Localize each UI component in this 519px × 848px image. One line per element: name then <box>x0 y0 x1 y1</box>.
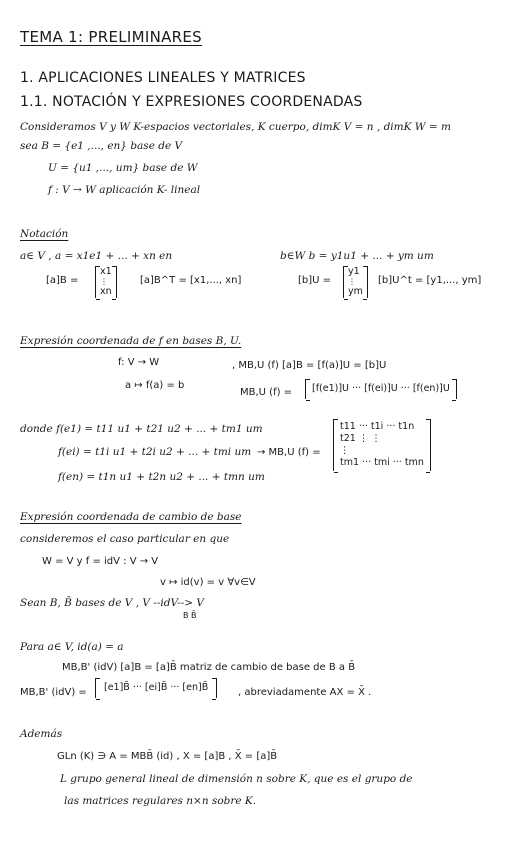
intro-line-1: Consideramos V y W K-espacios vectoriales, K cuerpo, dimK V = n , dimK W = m <box>20 121 452 133</box>
matrix-row: t11 ··· t1i ··· t1n <box>340 421 415 432</box>
change-line-3: v ↦ id(v) = v ∀v∈V <box>160 577 256 588</box>
notation-right-transpose: [b]U^t = [y1,..., ym] <box>378 275 482 286</box>
subsection-heading: 1.1. NOTACIÓN Y EXPRESIONES COORDENADAS <box>20 94 363 110</box>
para-line-2: MB,B' (idV) [a]B = [a]B̄ matriz de cambio de base de B a B̄ <box>62 662 356 673</box>
notation-right-vector <box>343 266 368 298</box>
donde-line-3: f(en) = t1n u1 + t2n u2 + ... + tmn um <box>58 471 265 483</box>
matrix-row: [f(e1)]U ··· [f(ei)]U ··· [f(en)]U <box>312 383 450 394</box>
ademas-line-1: GLn (K) ∋ A = MBB̄ (id) , X = [a]B , X̄ = [a]B̄ <box>57 751 278 762</box>
vector-entry: y1 <box>348 266 360 277</box>
matrix-row: tm1 ··· tmi ··· tmn <box>340 457 424 468</box>
notation-left-coord: [a]B = <box>46 275 79 286</box>
matrix-row: t21 ⋮ ⋮ <box>340 433 381 444</box>
vector-entry: xn <box>100 286 112 297</box>
intro-line-4: f : V → W aplicación K- lineal <box>48 184 201 196</box>
notation-right: b∈W b = y1u1 + ... + ym um <box>280 250 434 262</box>
vector-entry: x1 <box>100 266 112 277</box>
section-heading: 1. APLICACIONES LINEALES Y MATRICES <box>20 70 306 86</box>
donde-line-2: f(ei) = t1i u1 + t2i u2 + ... + tmi um <box>58 446 252 458</box>
notation-left-transpose: [a]B^T = [x1,..., xn] <box>140 275 242 286</box>
matrix-arrow-label: → MB,U (f) = <box>257 447 321 458</box>
notation-left-vector <box>95 266 117 298</box>
ademas-line-3: las matrices regulares n×n sobre K. <box>64 795 257 807</box>
notation-left: a∈ V , a = x1e1 + ... + xn en <box>20 250 173 262</box>
intro-line-2: sea B = {e1 ,..., en} base de V <box>20 140 183 152</box>
change-line-1: consideremos el caso particular en que <box>20 533 230 545</box>
vector-entry: ym <box>348 286 363 297</box>
map-definition: f: V → W <box>118 357 160 368</box>
column-matrix <box>305 379 457 399</box>
change-of-basis-heading: Expresión coordenada de cambio de base <box>20 511 242 523</box>
matrix-row: ⋮ <box>340 445 350 456</box>
change-of-basis-matrix <box>95 678 217 698</box>
para-line-1: Para a∈ V, id(a) = a <box>20 641 124 653</box>
ademas-heading: Además <box>20 728 63 740</box>
page-title: TEMA 1: PRELIMINARES <box>20 28 202 46</box>
change-line-4-sub: B B̄ <box>183 611 197 620</box>
matrix-label: MB,U (f) = <box>240 387 293 398</box>
vector-entry: ⋮ <box>348 277 356 286</box>
intro-line-3: U = {u1 ,..., um} base de W <box>48 162 198 174</box>
vector-entry: ⋮ <box>100 277 108 286</box>
ademas-line-2: L grupo general lineal de dimensión n sobre K, que es el grupo de <box>60 773 413 785</box>
change-line-2: W = V y f = idV : V → V <box>42 556 159 567</box>
notation-heading: Notación <box>20 228 69 240</box>
map-rule: a ↦ f(a) = b <box>125 380 185 391</box>
donde-line-1: donde f(e1) = t11 u1 + t21 u2 + ... + tm1 um <box>20 423 263 435</box>
notation-right-coord: [b]U = <box>298 275 332 286</box>
para-matrix-label: MB,B' (idV) = <box>20 687 87 698</box>
coord-identity: , MB,U (f) [a]B = [f(a)]U = [b]U <box>232 360 387 371</box>
para-abbrev: , abreviadamente AX = X̄ . <box>238 687 372 698</box>
coefficient-matrix <box>333 419 431 471</box>
matrix-row: [e1]B̄ ··· [ei]B̄ ··· [en]B̄ <box>104 682 209 693</box>
change-line-4: Sean B, B̄ bases de V , V --idV--> V <box>20 597 204 609</box>
coord-expression-heading: Expresión coordenada de f en bases B, U. <box>20 335 242 347</box>
